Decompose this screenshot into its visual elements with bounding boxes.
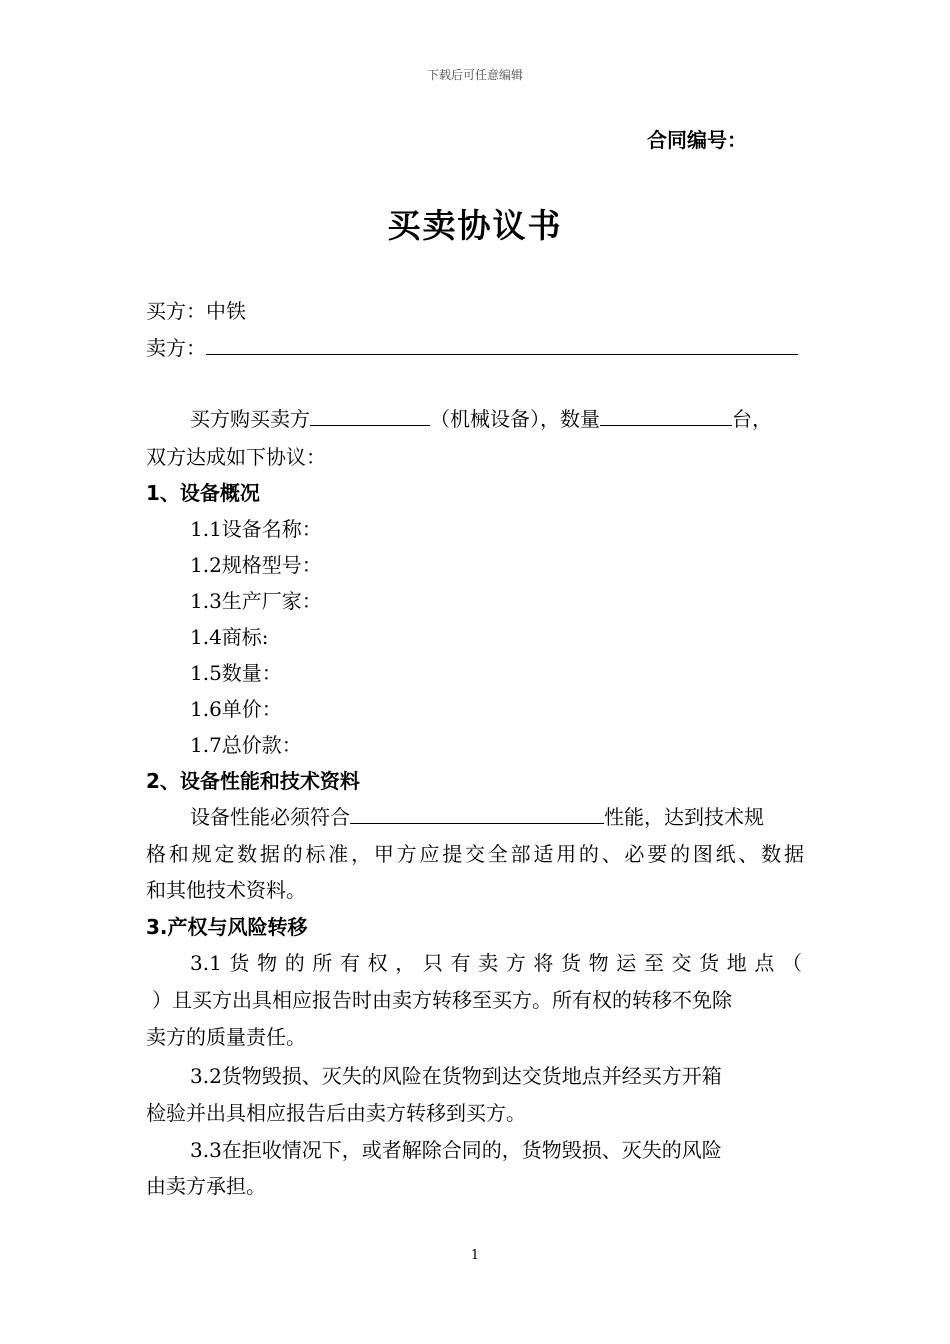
clause-3-3-line-1: 3.3在拒收情况下，或者解除合同的，货物毁损、灭失的风险 <box>190 1138 722 1162</box>
page-number: 1 <box>470 1248 480 1263</box>
document-title: 买卖协议书 <box>387 206 563 245</box>
clause-3-3-line-2: 由卖方承担。 <box>146 1174 266 1198</box>
seller-label: 卖方： <box>146 336 206 360</box>
intro-part1: 买方购买卖方 <box>190 407 310 431</box>
clause-3-1-line-1: 3.1货物的所有权，只有卖方将货物运至交货地点（ <box>190 951 802 975</box>
section1-item: 1.1设备名称： <box>190 517 322 541</box>
intro-line-2: 双方达成如下协议： <box>146 445 326 469</box>
intro-part2: （机械设备），数量 <box>430 407 600 431</box>
buyer-value: 中铁 <box>206 299 246 323</box>
intro-part3: 台， <box>732 407 772 431</box>
section1-heading: 1、设备概况 <box>146 481 260 505</box>
seller-blank <box>206 332 798 355</box>
buyer-line <box>146 293 246 329</box>
section2-part2: 性能，达到技术规 <box>604 805 764 829</box>
section2-line-3: 和其他技术资料。 <box>146 878 306 902</box>
section2-heading: 2、设备性能和技术资料 <box>146 769 360 793</box>
section1-item: 1.7总价款： <box>190 733 302 757</box>
section1-item: 1.6单价： <box>190 697 282 721</box>
quantity-blank <box>600 403 732 426</box>
section2-part1: 设备性能必须符合 <box>190 805 350 829</box>
clause-3-2-line-1: 3.2货物毁损、灭失的风险在货物到达交货地点并经买方开箱 <box>190 1064 722 1088</box>
section1-item: 1.2规格型号： <box>190 553 322 577</box>
intro-line-1 <box>190 401 772 437</box>
section3-heading: 3.产权与风险转移 <box>146 915 308 939</box>
contract-number-label: 合同编号： <box>647 128 747 152</box>
equipment-blank <box>310 403 430 426</box>
header-note: 下载后可任意编辑 <box>426 68 523 82</box>
clause-3-1-line-3: 卖方的质量责任。 <box>146 1025 306 1049</box>
performance-blank <box>350 801 604 824</box>
clause-3-2-line-2: 检验并出具相应报告后由卖方转移到买方。 <box>146 1101 526 1125</box>
section1-item: 1.3生产厂家： <box>190 589 322 613</box>
section1-item: 1.5数量： <box>190 661 282 685</box>
section2-line-1 <box>190 799 764 835</box>
buyer-label: 买方： <box>146 299 206 323</box>
section2-line-2: 格和规定数据的标准，甲方应提交全部适用的、必要的图纸、数据 <box>146 842 804 866</box>
section1-item: 1.4商标: <box>190 625 269 649</box>
seller-line <box>146 330 798 366</box>
clause-3-1-line-2: ）且买方出具相应报告时由卖方转移至买方。所有权的转移不免除 <box>152 988 732 1012</box>
